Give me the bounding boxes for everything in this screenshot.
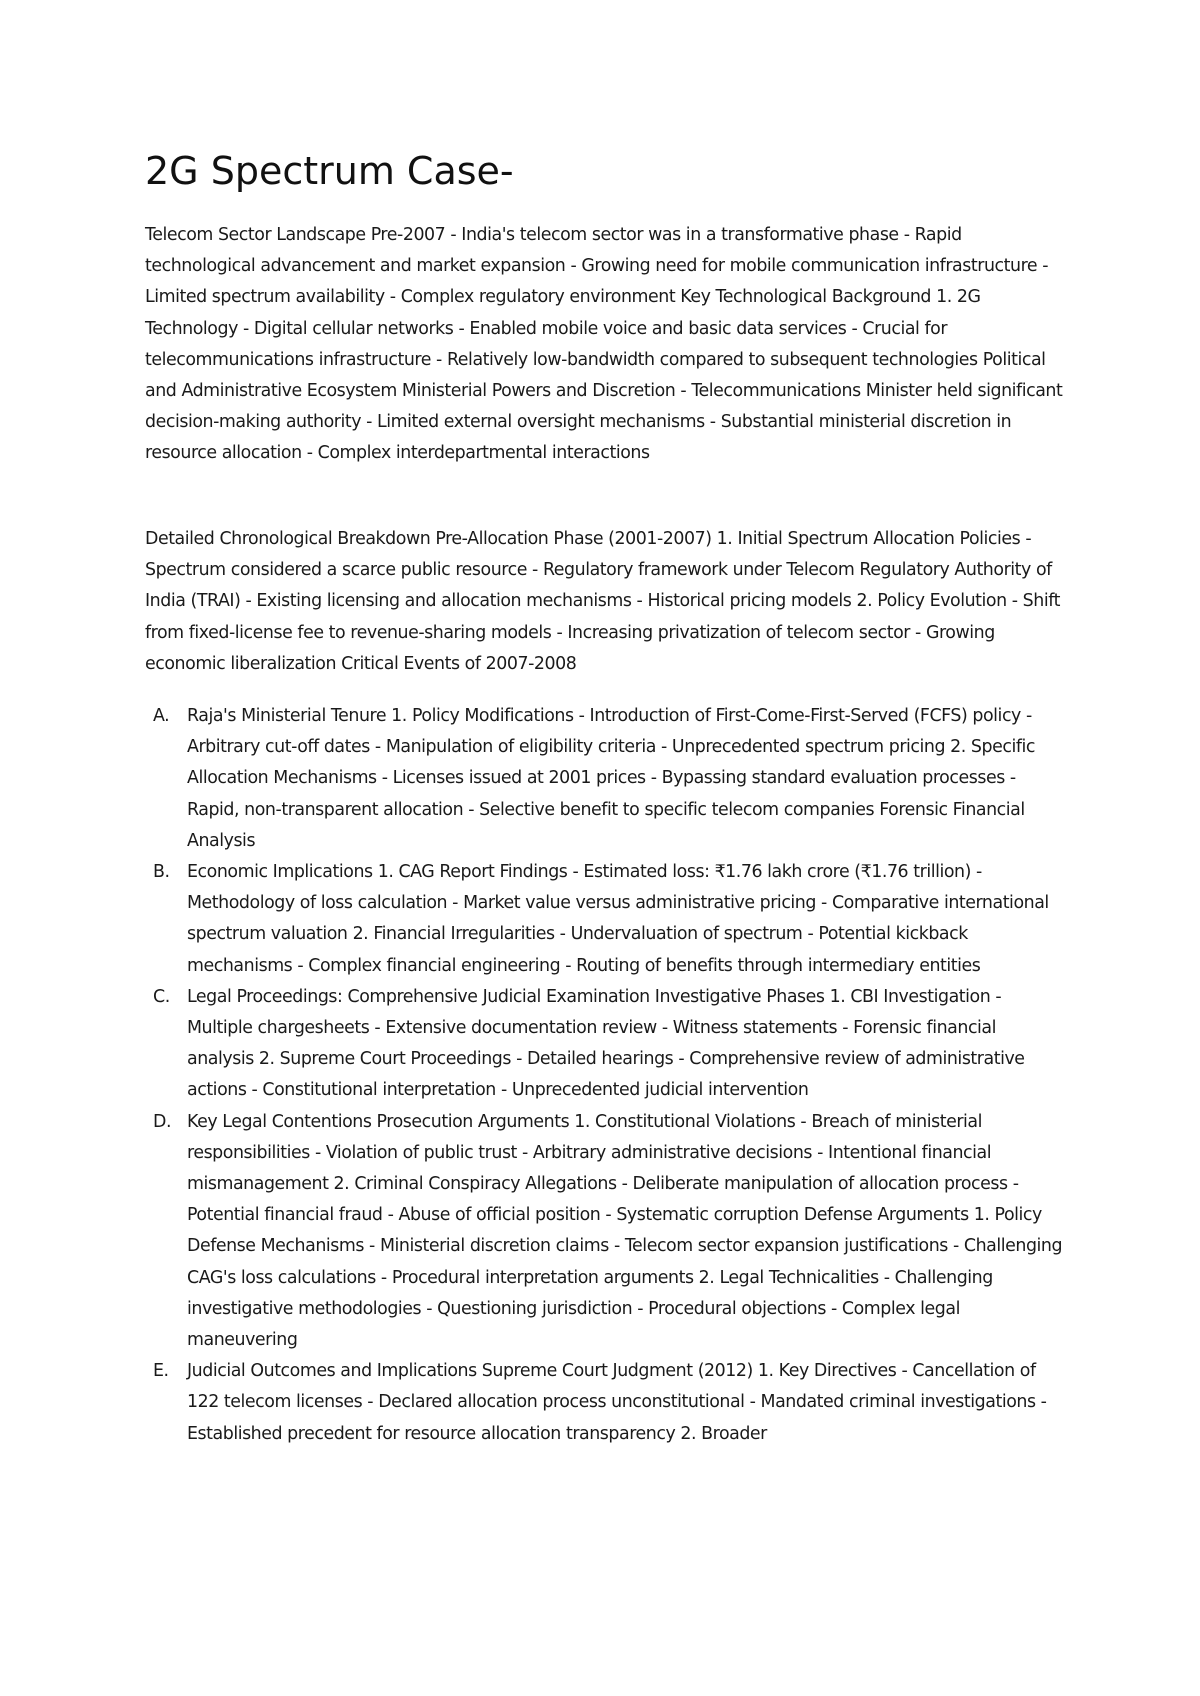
list-marker: C. [153,986,170,1007]
list-marker: A. [153,706,170,726]
list-item-text: Judicial Outcomes and Implications Supreme Court Judgment (2012) 1. Key Directives - Cancellation of 122 telecom licenses - Declared allocation process unconstitutional - Mandated criminal investigations - Established precedent for resource allocation transparency 2. Broader [187,1361,1047,1444]
lettered-list [145,701,1065,1450]
document-title: 2G Spectrum Case- [145,149,514,193]
list-item-text: Legal Proceedings: Comprehensive Judicial Examination Investigative Phases 1. CBI Investigation - Multiple chargesheets - Extensive documentation review - Witness statements - Forensic financial analysis 2. Supreme Court Proceedings - Detailed hearings - Comprehensive review of administrative actions - Constitutional interpretation - Unprecedented judicial intervention [187,986,1025,1101]
list-marker: E. [153,1361,169,1382]
list-marker: B. [153,862,170,883]
list-item-text: Key Legal Contentions Prosecution Arguments 1. Constitutional Violations - Breach of ministerial responsibilities - Violation of public trust - Arbitrary administrative decisions - Intentional financial mismanagement 2. Criminal Conspiracy Allegations - Deliberate manipulation of allocation process - Potential financial fraud - Abuse of official position - Systematic corruption Defense Arguments 1. Policy Defense Mechanisms - Ministerial discretion claims - Telecom sector expansion justifications - Challenging CAG's loss calculations - Procedural interpretation arguments 2. Legal Technicalities - Challenging investigative methodologies - Questioning jurisdiction - Procedural objections - Complex legal maneuvering [187,1111,1063,1351]
paragraph-chronological-breakdown: Detailed Chronological Breakdown Pre-Allocation Phase (2001-2007) 1. Initial Spectrum Allocation Policies - Spectrum considered a scarce public resource - Regulatory framework under Telecom Regulatory Authority of India (TRAI) - Existing licensing and allocation mechanisms - Historical pricing models 2. Policy Evolution - Shift from fixed-license fee to revenue-sharing models - Increasing privatization of telecom sector - Growing economic liberalization Critical Events of 2007-2008 [145,529,1060,674]
list-marker: D. [153,1111,172,1132]
paragraph-telecom-landscape: Telecom Sector Landscape Pre-2007 - India's telecom sector was in a transformative phase - Rapid technological advancement and market expansion - Growing need for mobile communication infrastructure - Limited spectrum availability - Complex regulatory environment Key Technological Background 1. 2G Technology - Digital cellular networks - Enabled mobile voice and basic data services - Crucial for telecommunications infrastructure - Relatively low-bandwidth compared to subsequent technologies Political and Administrative Ecosystem Ministerial Powers and Discretion - Telecommunications Minister held significant decision-making authority - Limited external oversight mechanisms - Substantial ministerial discretion in resource allocation - Complex interdepartmental interactions [145,225,1063,464]
list-item-b [145,857,1065,982]
list-item-a [145,701,1065,857]
list-item-d [145,1107,1065,1357]
list-item-text: Economic Implications 1. CAG Report Findings - Estimated loss: ₹1.76 lakh crore (₹1.76 trillion) - Methodology of loss calculation - Market value versus administrative pricing - Comparative international spectrum valuation 2. Financial Irregularities - Undervaluation of spectrum - Potential kickback mechanisms - Complex financial engineering - Routing of benefits through intermediary entities [187,862,1049,976]
list-item-c [145,982,1065,1107]
list-item-e [145,1356,1065,1450]
list-item-text: Raja's Ministerial Tenure 1. Policy Modifications - Introduction of First-Come-First-Served (FCFS) policy - Arbitrary cut-off dates - Manipulation of eligibility criteria - Unprecedented spectrum pricing 2. Specific Allocation Mechanisms - Licenses issued at 2001 prices - Bypassing standard evaluation processes - Rapid, non-transparent allocation - Selective benefit to specific telecom companies Forensic Financial Analysis [187,706,1036,851]
